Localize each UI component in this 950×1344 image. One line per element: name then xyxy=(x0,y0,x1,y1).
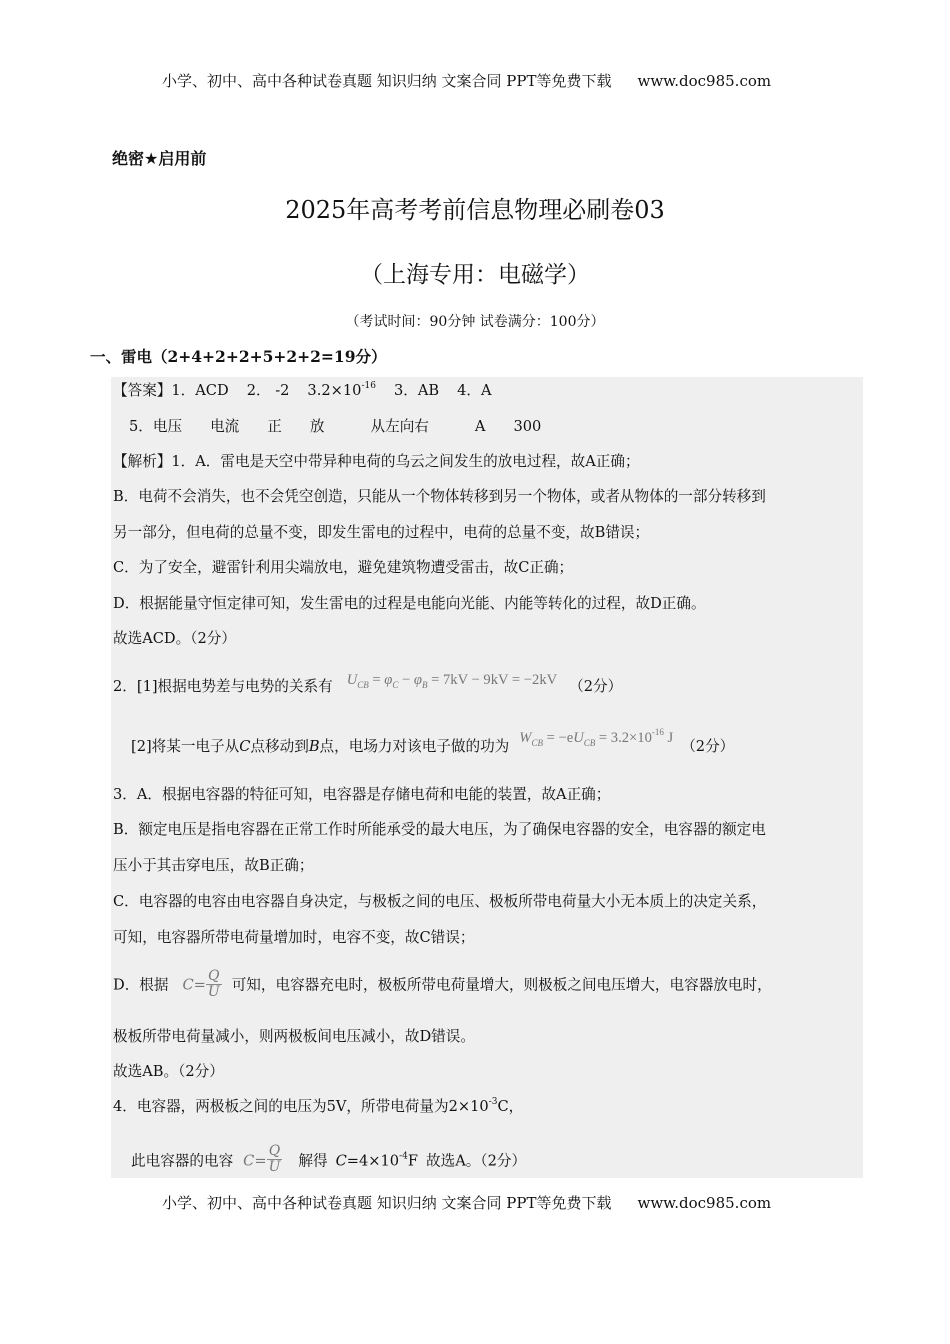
analysis-q2-p2: [2]将某一电子从C点移动到B点，电场力对该电子做的功为 $W_{CB} = -eU_{CB} = 3.2\times 10^{-16}$ J （2分） xyxy=(131,727,735,755)
q2-p2-score: （2分） xyxy=(681,738,735,755)
analysis-q3-a: 3．A．根据电容器的特征可知，电容器是存储电荷和电能的装置，故A正确； xyxy=(113,786,611,803)
page-header xyxy=(162,70,771,91)
analysis-q3-d2: 极板所带电荷量减小，则两极板间电压减小，故D错误。 xyxy=(113,1028,475,1045)
analysis-q4-line2: 此电容器的电容 C= $\frac{Q}{U}$ 解得 $C=4\times 10^{-4}F$ 故选A。（2分） xyxy=(131,1143,527,1175)
page-title: 2025年高考考前信息物理必刷卷03 xyxy=(285,196,665,224)
analysis-q1-d: D．根据能量守恒定律可知，发生雷电的过程是电能向光能、内能等转化的过程，故D正确。 xyxy=(113,595,706,612)
answer-row-2 xyxy=(129,418,541,436)
answer-1: 1．ACD xyxy=(171,382,229,399)
q2-p1-score: （2分） xyxy=(569,678,623,695)
q2-p1-formula: $U_{CB} = \varphi_C - \varphi_B = 7kV - 9kV = -2kV$ xyxy=(346,672,558,690)
section-heading: 一、雷电（2+4+2+2+5+2+2=19分） xyxy=(90,347,387,366)
answer-5-2: 电流 xyxy=(210,418,240,435)
analysis-q3-b1: B．额定电压是指电容器在正常工作时所能承受的最大电压，为了确保电容器的安全，电容器的额定电 xyxy=(113,821,766,838)
answer-2b-exp: -16 xyxy=(361,381,376,391)
q2-p1-text: 2．[1]根据电势差与电势的关系有 xyxy=(113,678,333,695)
analysis-q1-a xyxy=(113,453,640,471)
page-footer xyxy=(162,1192,771,1213)
answer-2a: 2． -2 xyxy=(246,382,290,399)
q3-formula-fraction: $\frac{Q}{U}$ xyxy=(207,968,220,1000)
answer-5-3: 正 xyxy=(267,418,282,435)
secret-label: 绝密★启用前 xyxy=(112,149,207,168)
analysis-q3-c2: 可知，电容器所带电荷量增加时，电容不变，故C错误； xyxy=(113,929,475,946)
answer-5-1: 5．电压 xyxy=(129,418,183,435)
q4-formula-fraction: $\frac{Q}{U}$ xyxy=(268,1143,281,1175)
answer-2b: 3.2×10 xyxy=(307,382,362,399)
analysis-q1-choice: 故选ACD。（2分） xyxy=(113,630,236,647)
analysis-q3-d: D．根据 C= $\frac{Q}{U}$ 可知，电容器充电时，极板所带电荷量增大，则极板之间电压增大，电容器放电时， xyxy=(113,968,772,1000)
analysis-label: 【解析】 xyxy=(113,453,172,470)
analysis-q4-line1: 4．电容器，两极板之间的电压为5V，所带电荷量为$2\times 10^{-3}C$， xyxy=(113,1097,524,1115)
analysis-q1-b2: 另一部分，但电荷的总量不变，即发生雷电的过程中，电荷的总量不变，故B错误； xyxy=(113,524,650,541)
footer-site[interactable]: www.doc985.com xyxy=(637,1194,772,1212)
analysis-q3-c1: C．电容器的电容由电容器自身决定，与极板之间的电压、极板所带电荷量大小无本质上的决定关系， xyxy=(113,893,767,910)
analysis-q2-p1 xyxy=(113,672,623,701)
answer-4: 4．A xyxy=(457,382,492,399)
answer-5-4: 放 xyxy=(309,418,325,435)
exam-info: （考试时间：90分钟 试卷满分：100分） xyxy=(345,314,605,330)
page-subtitle: （上海专用：电磁学） xyxy=(360,262,590,288)
header-slogan: 小学、初中、高中各种试卷真题 知识归纳 文案合同 PPT等免费下载 xyxy=(162,72,612,90)
analysis-q1-a-text: 1．A．雷电是天空中带异种电荷的乌云之间发生的放电过程，故A正确； xyxy=(171,453,640,470)
q2-p2-formula: $W_{CB} = -eU_{CB} = 3.2\times 10^{-16}$ J xyxy=(519,727,674,748)
answer-3: 3．AB xyxy=(393,382,440,399)
answer-row-1 xyxy=(113,382,492,400)
footer-slogan: 小学、初中、高中各种试卷真题 知识归纳 文案合同 PPT等免费下载 xyxy=(162,1194,612,1212)
answer-label: 【答案】 xyxy=(113,382,172,399)
answer-5-6: A xyxy=(474,418,486,435)
answer-5-5: 从左向右 xyxy=(370,418,429,435)
analysis-q3-choice: 故选AB。（2分） xyxy=(113,1063,224,1080)
analysis-q1-c: C．为了安全，避雷针利用尖端放电，避免建筑物遭受雷击，故C正确； xyxy=(113,559,574,576)
header-site[interactable]: www.doc985.com xyxy=(637,72,772,90)
answer-5-7: 300 xyxy=(513,418,542,435)
analysis-q1-b1: B．电荷不会消失，也不会凭空创造，只能从一个物体转移到另一个物体，或者从物体的一部分转移到 xyxy=(113,488,766,505)
analysis-q3-b2: 压小于其击穿电压，故B正确； xyxy=(113,857,314,874)
